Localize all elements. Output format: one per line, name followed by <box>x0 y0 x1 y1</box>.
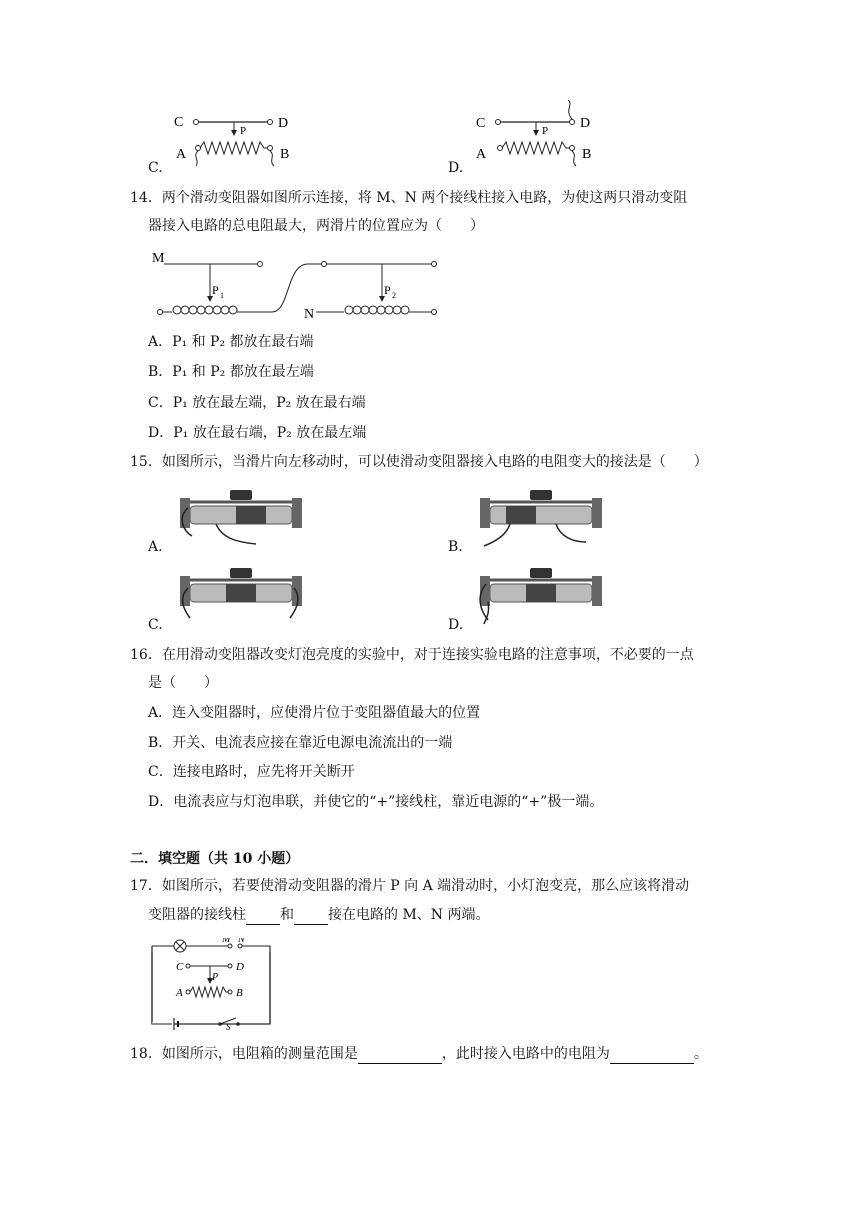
q16-option-d[interactable]: D．电流表应与灯泡串联，并使它的“+”接线柱，靠近电源的“+”极一端。 <box>148 794 604 810</box>
section-title: 二．填空题（共 10 小题） <box>130 851 300 867</box>
pin-d-label: D <box>278 116 289 131</box>
slider-p-label: P <box>542 125 549 137</box>
q15-figure-d <box>476 566 606 626</box>
lamp-rheostat-circuit <box>148 938 278 1030</box>
q17-figure <box>148 938 278 1030</box>
q18-blank-2[interactable] <box>610 1047 694 1064</box>
q16-stem-line2: 是（ ） <box>148 675 218 691</box>
pin-c-label: C <box>476 116 486 131</box>
q18-blank-1[interactable] <box>358 1047 442 1064</box>
pin-d-label: D <box>580 116 591 131</box>
q15-figure-c <box>176 566 306 626</box>
q17-blank-2[interactable] <box>294 908 328 925</box>
q15-stem: 15．如图所示，当滑片向左移动时，可以使滑动变阻器接入电路的电阻变大的接法是（ ） <box>130 454 708 470</box>
q18-text-c: 。 <box>693 1046 708 1062</box>
rheostat-diagram-c <box>170 108 310 168</box>
q14-stem-line1: 14．两个滑动变阻器如图所示连接，将 M、N 两个接线柱接入电路，为使这两只滑动变阻 <box>130 190 688 206</box>
terminal-m-label: M <box>152 251 165 266</box>
two-rheostats-diagram <box>150 246 450 322</box>
q15-figure-b <box>476 486 606 550</box>
slider-p-label: P <box>240 125 247 137</box>
q16-option-b[interactable]: B．开关、电流表应接在靠近电源电流流出的一端 <box>148 735 453 751</box>
q15-figure-a <box>176 486 306 550</box>
q14-figure <box>150 246 450 322</box>
q18-text-b: ，此时接入电路中的电阻为 <box>441 1046 610 1062</box>
q16-option-c[interactable]: C．连接电路时，应先将开关断开 <box>148 764 355 780</box>
pin-c-label: C <box>176 961 184 973</box>
q17-blank-1[interactable] <box>246 908 280 925</box>
pin-d-label: D <box>236 961 244 973</box>
rheostat-photo-b <box>476 486 606 550</box>
pin-a-label: A <box>176 987 183 999</box>
slider-p1-sub: 1 <box>220 291 224 300</box>
rheostat-photo-a <box>176 486 306 550</box>
slider-p2-sub: 2 <box>392 291 396 300</box>
q16-stem-line1: 16．在用滑动变阻器改变灯泡亮度的实验中，对于连接实验电路的注意事项，不必要的一点 <box>130 647 694 663</box>
q17-text-b: 和 <box>280 907 294 923</box>
q17-stem-line2 <box>148 905 490 925</box>
q16-option-a[interactable]: A．连入变阻器时，应使滑片位于变阻器值最大的位置 <box>148 705 481 721</box>
pin-a-label: A <box>176 147 187 162</box>
q17-text-a: 变阻器的接线柱 <box>148 907 246 923</box>
q15-label-a[interactable]: A. <box>148 539 163 555</box>
q14-option-c[interactable]: C．P₁ 放在最左端，P₂ 放在最右端 <box>148 395 366 411</box>
q18-text-a: 18．如图所示，电阻箱的测量范围是 <box>130 1046 358 1062</box>
option-d-label: D. <box>448 160 464 176</box>
q17-text-c: 接在电路的 M、N 两端。 <box>328 907 490 923</box>
terminal-n-label: N <box>304 307 315 322</box>
figure-option-d <box>472 100 612 168</box>
q15-label-b[interactable]: B. <box>448 539 463 555</box>
slider-p2-label: P <box>384 283 391 297</box>
switch-s-label: S <box>226 1022 231 1030</box>
slider-p1-label: P <box>212 283 219 297</box>
q14-option-b[interactable]: B．P₁ 和 P₂ 都放在最左端 <box>148 364 314 380</box>
rheostat-photo-d <box>476 566 606 626</box>
terminal-n-label: N <box>238 938 245 945</box>
q15-label-d[interactable]: D. <box>448 617 464 633</box>
rheostat-photo-c <box>176 566 306 626</box>
pin-b-label: B <box>280 147 290 162</box>
figure-option-c <box>170 108 310 168</box>
pin-a-label: A <box>476 147 487 162</box>
q18-stem <box>130 1044 708 1064</box>
q14-option-a[interactable]: A．P₁ 和 P₂ 都放在最右端 <box>148 334 314 350</box>
slider-p-label: P <box>212 972 219 983</box>
q14-option-d[interactable]: D．P₁ 放在最右端，P₂ 放在最左端 <box>148 425 367 441</box>
pin-b-label: B <box>236 987 243 999</box>
pin-b-label: B <box>582 147 592 162</box>
terminal-m-label: M <box>222 938 231 945</box>
pin-c-label: C <box>174 115 184 130</box>
option-c-label: C. <box>148 160 163 176</box>
rheostat-diagram-d <box>472 100 612 168</box>
q15-label-c[interactable]: C. <box>148 617 163 633</box>
q17-stem-line1: 17．如图所示，若要使滑动变阻器的滑片 P 向 A 端滑动时，小灯泡变亮，那么应该将滑动 <box>130 878 690 894</box>
q14-stem-line2: 器接入电路的总电阻最大，两滑片的位置应为（ ） <box>148 218 484 234</box>
